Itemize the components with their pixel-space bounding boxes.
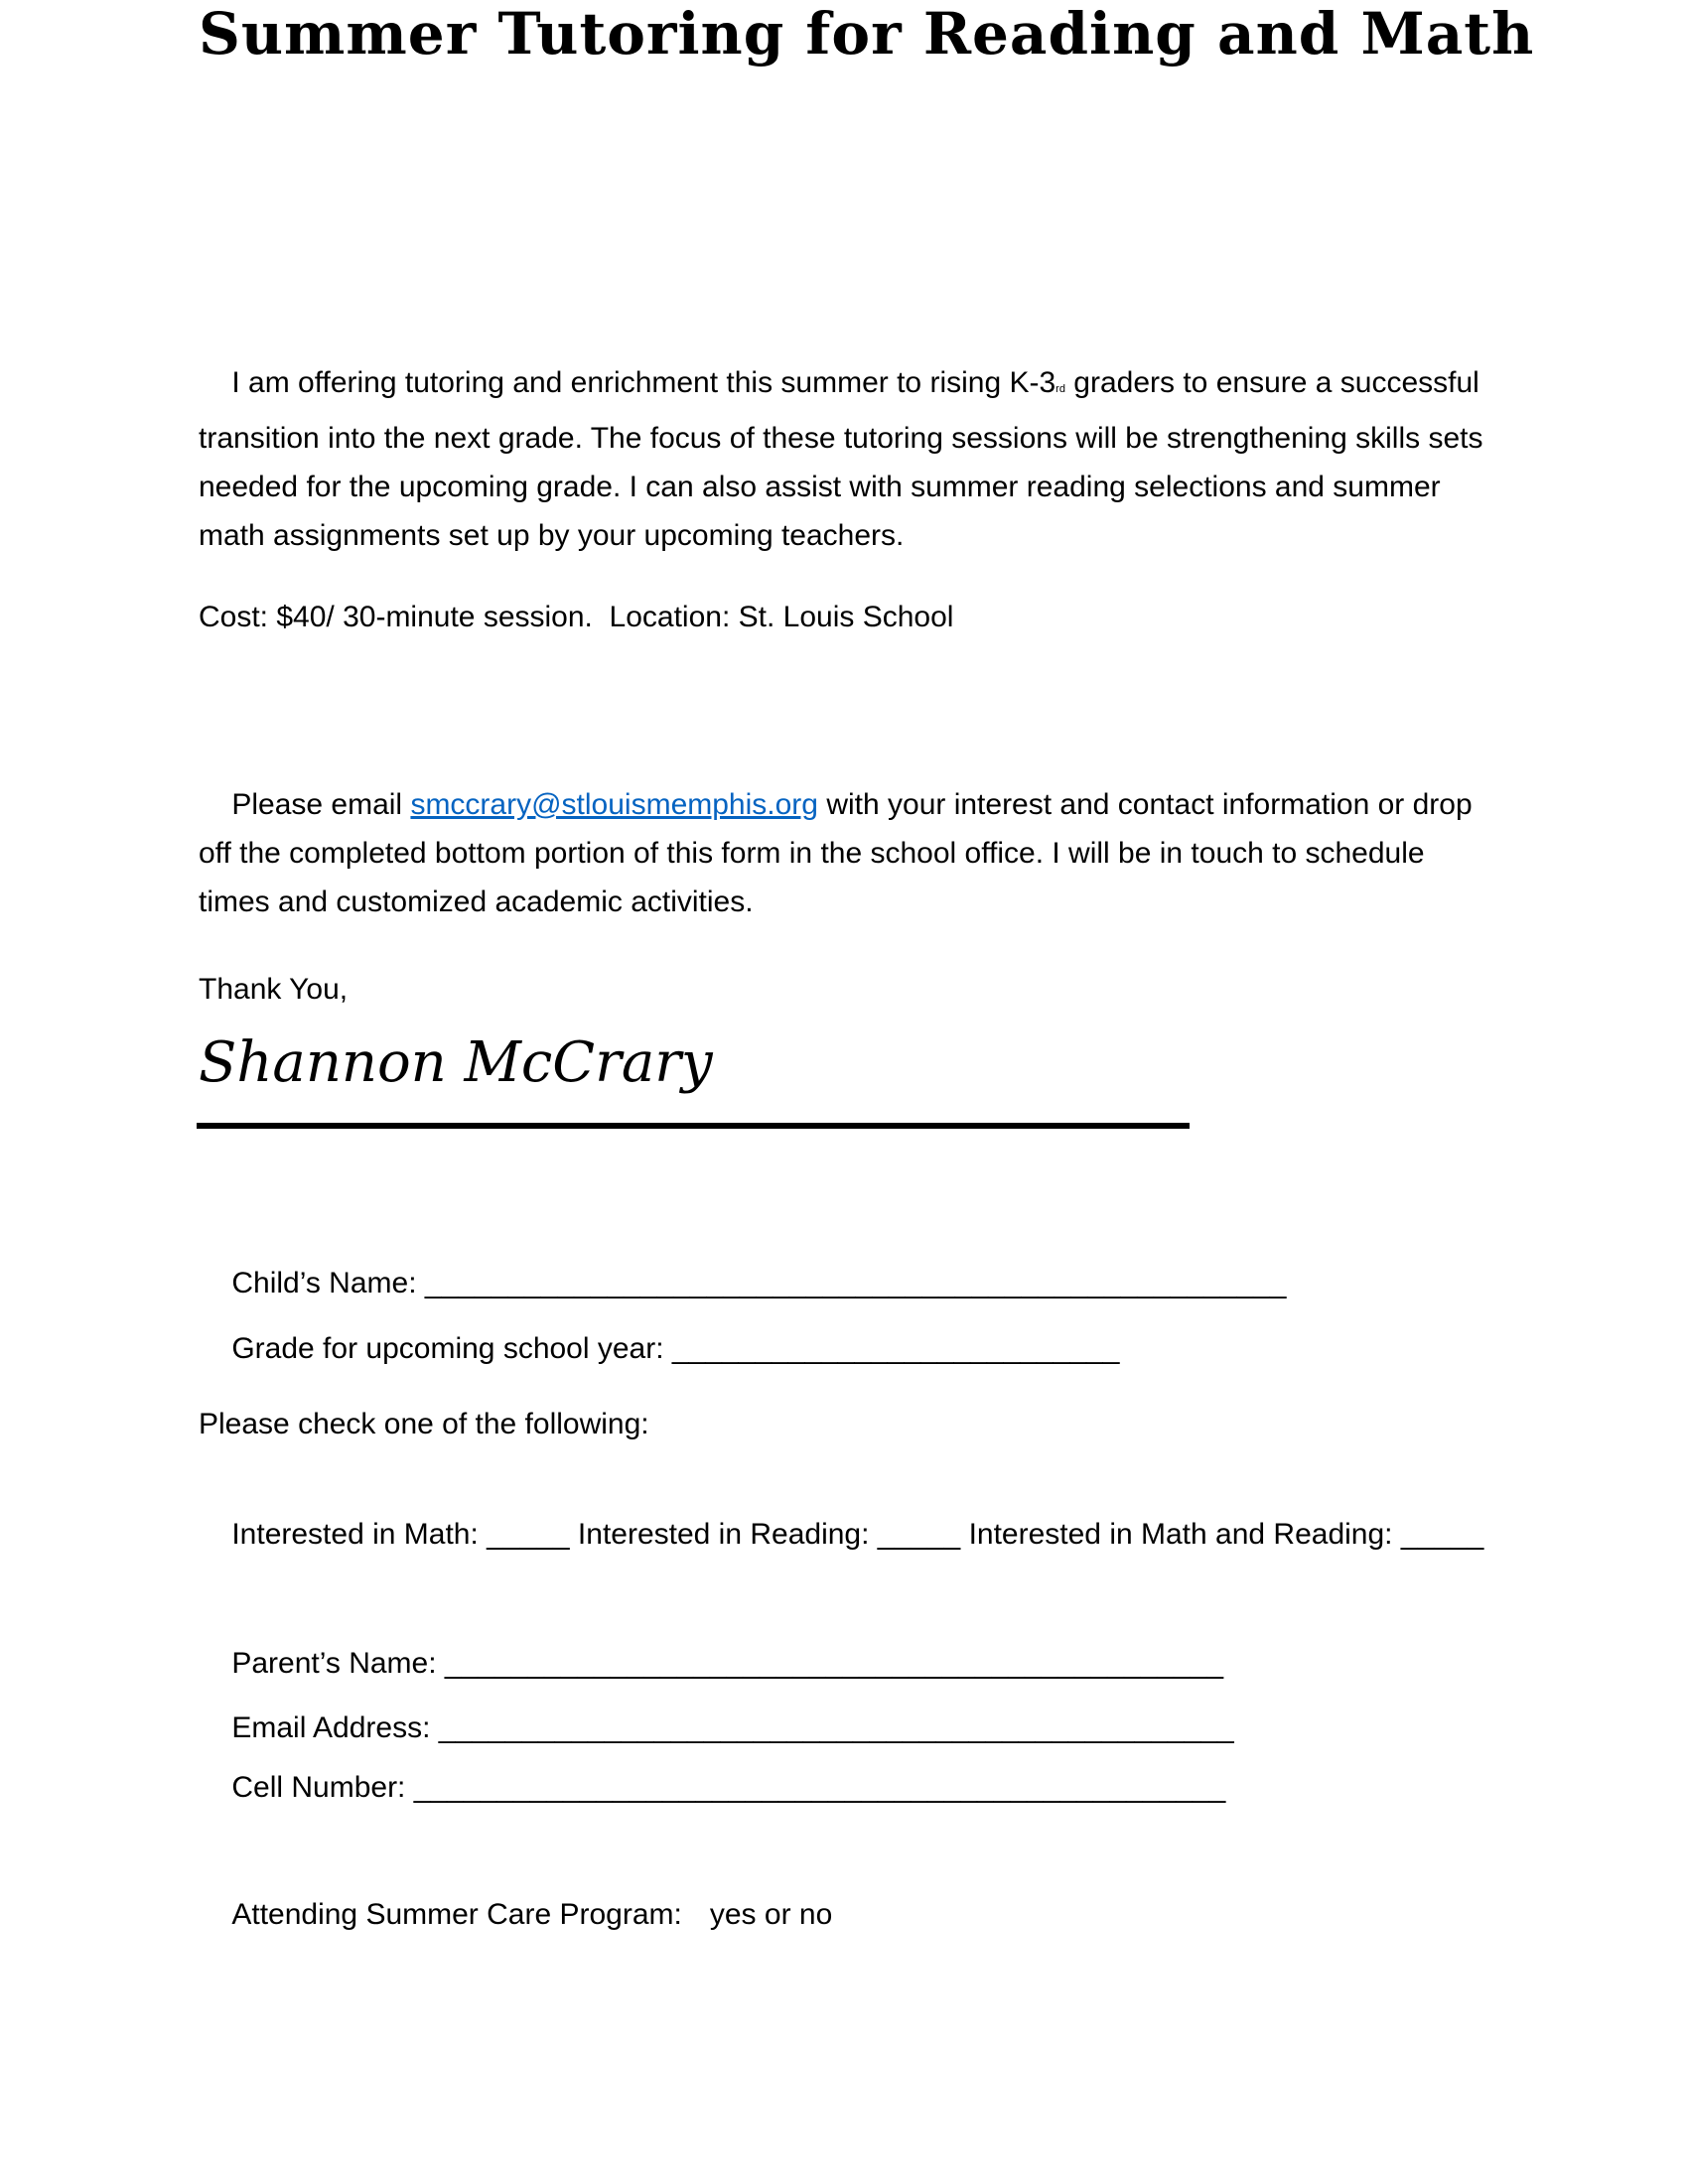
email-address-blank: ________________________________________________ bbox=[438, 1711, 1234, 1744]
grade-label: Grade for upcoming school year: bbox=[231, 1332, 672, 1365]
cell-number-blank: _________________________________________________ bbox=[413, 1771, 1226, 1804]
interest-reading-label: Interested in Reading: bbox=[569, 1518, 878, 1551]
summer-care-label: Attending Summer Care Program: bbox=[231, 1898, 682, 1931]
contact-text-after-link: with your interest and contact information or drop off the completed bottom portion of this form in the school office. I will be in touch to schedule times and customized academic activities. bbox=[199, 788, 1480, 918]
summer-care-line bbox=[199, 1842, 1589, 1987]
cell-number-label: Cell Number: bbox=[231, 1771, 414, 1804]
intro-text-before-grade-mark: I am offering tutoring and enrichment this summer to rising K-3 bbox=[231, 366, 1056, 399]
grade-blank: ___________________________ bbox=[671, 1332, 1120, 1365]
interest-math-blank: _____ bbox=[487, 1518, 570, 1551]
email-address-label: Email Address: bbox=[231, 1711, 439, 1744]
interest-options-line bbox=[199, 1461, 1589, 1607]
interest-reading-blank: _____ bbox=[877, 1518, 961, 1551]
interest-both-blank: _____ bbox=[1400, 1518, 1484, 1551]
grade-ordinal-suffix: rd bbox=[1055, 383, 1065, 395]
parent-name-blank: _______________________________________________ bbox=[444, 1647, 1224, 1680]
thank-you-line: Thank You, bbox=[199, 973, 349, 1006]
section-divider-line bbox=[197, 1123, 1190, 1129]
intro-text-after-grade-mark: graders to ensure a successful transition into the next grade. The focus of these tutoring sessions will be strengthening skills sets needed for the upcoming grade. I can also assist with summer reading selections and summer math assignments set up by your upcoming teachers. bbox=[199, 366, 1491, 552]
summer-care-answer: yes or no bbox=[709, 1898, 833, 1931]
check-one-prompt: Please check one of the following: bbox=[199, 1408, 649, 1440]
signature-name: Shannon McCrary bbox=[199, 1030, 713, 1095]
email-link[interactable]: smccrary@stlouismemphis.org bbox=[410, 788, 818, 821]
intro-paragraph bbox=[199, 310, 1499, 609]
child-name-label: Child’s Name: bbox=[231, 1267, 425, 1299]
cost-location-line: Cost: $40/ 30-minute session. Location: St. Louis School bbox=[199, 601, 954, 633]
child-name-blank: ____________________________________________________ bbox=[424, 1267, 1287, 1299]
interest-both-label: Interested in Math and Reading: bbox=[960, 1518, 1401, 1551]
document-title: Summer Tutoring for Reading and Math bbox=[199, 0, 1535, 68]
contact-text-before-link: Please email bbox=[231, 788, 411, 821]
parent-name-label: Parent’s Name: bbox=[231, 1647, 445, 1680]
contact-paragraph bbox=[199, 732, 1499, 975]
cell-number-line bbox=[199, 1714, 1589, 1860]
interest-math-label: Interested in Math: bbox=[231, 1518, 488, 1551]
